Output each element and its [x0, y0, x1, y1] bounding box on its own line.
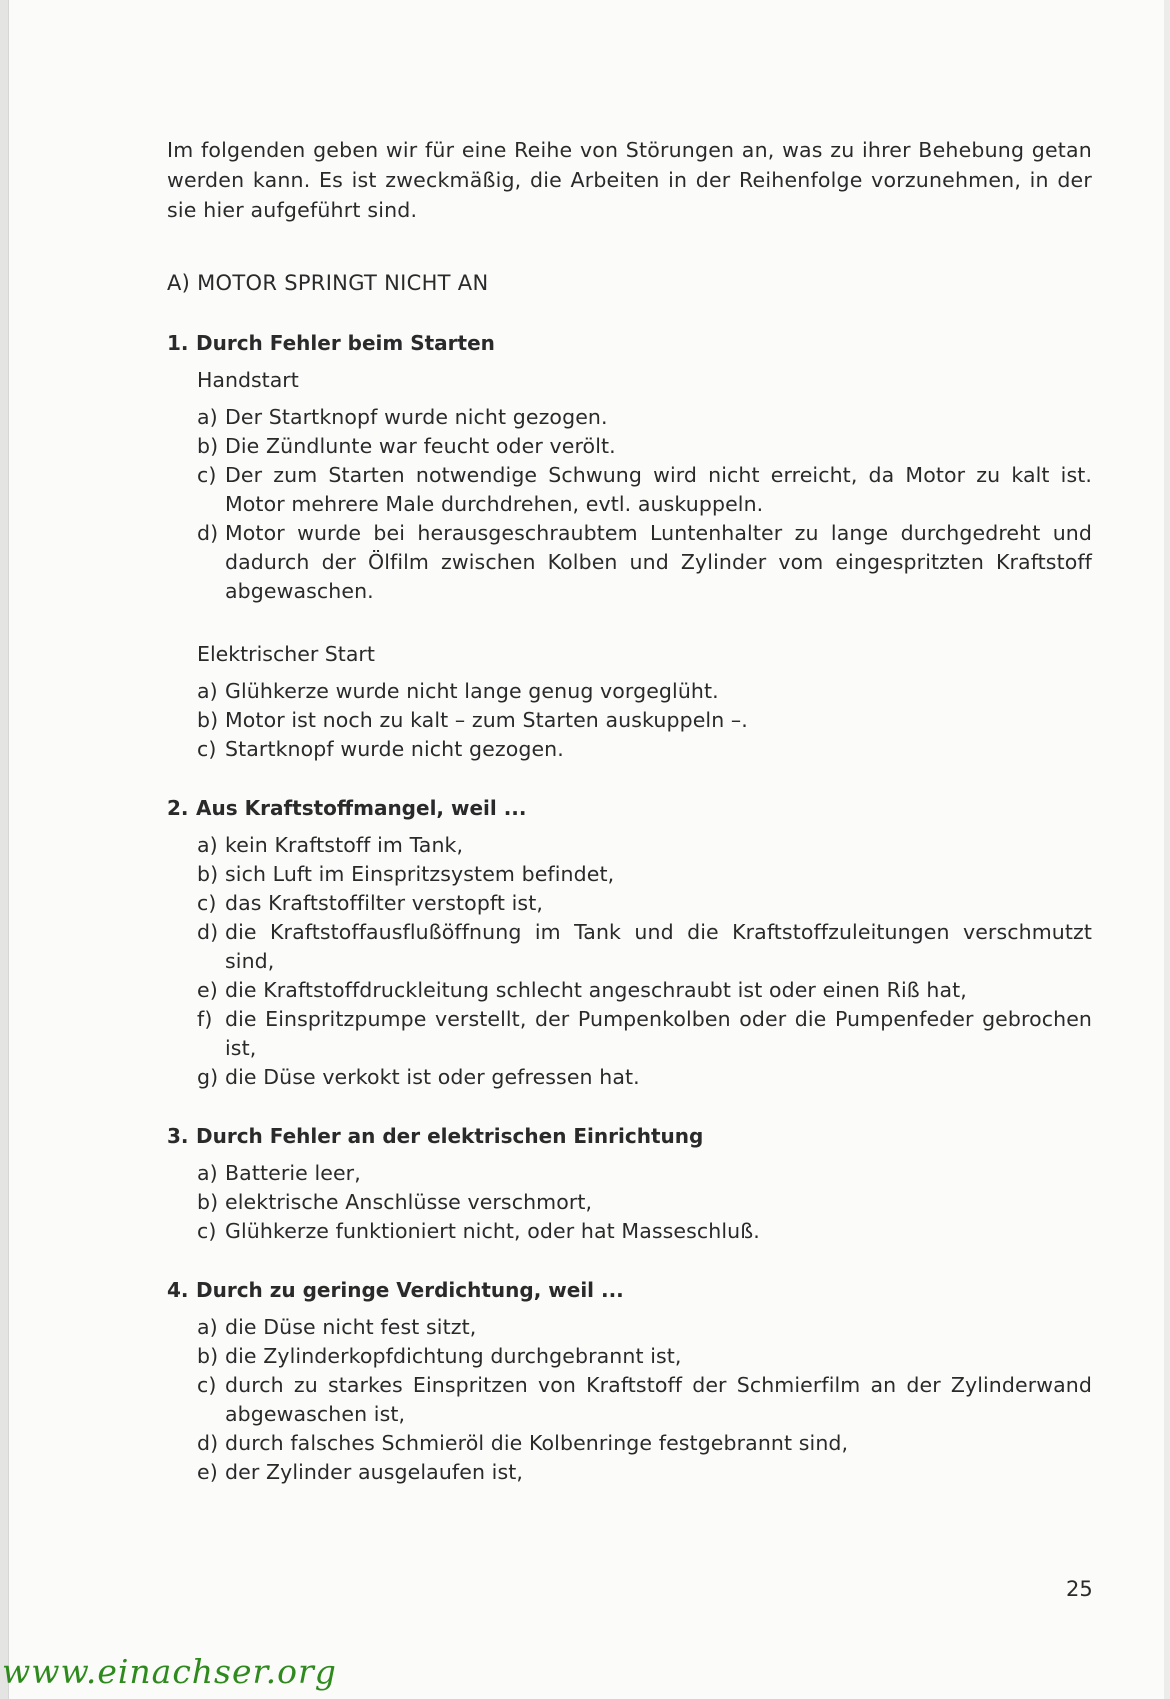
list-item: a) kein Kraftstoff im Tank,	[197, 833, 464, 857]
heading-3	[167, 1124, 1092, 1148]
heading-1-number: 1.	[167, 331, 189, 355]
list-handstart	[167, 403, 1092, 606]
list-item: a) Der Startknopf wurde nicht gezogen.	[197, 405, 608, 429]
list-item: c) durch zu starkes Einspritzen von Kraftstoff der Schmierfilm an der Zylinderwand abgewaschen ist,	[197, 1373, 1092, 1426]
list-item: b) sich Luft im Einspritzsystem befindet,	[197, 862, 615, 886]
website-watermark: www.einachser.org	[2, 1652, 337, 1691]
list-item: g) die Düse verkokt ist oder gefressen hat.	[197, 1065, 640, 1089]
list-item: b) die Zylinderkopfdichtung durchgebrannt ist,	[197, 1344, 682, 1368]
list-item: e) die Kraftstoffdruckleitung schlecht angeschraubt ist oder einen Riß hat,	[197, 978, 967, 1002]
list-elektrischer-start	[167, 677, 1092, 764]
heading-2	[167, 796, 1092, 820]
list-item: b) Motor ist noch zu kalt – zum Starten auskuppeln –.	[197, 708, 748, 732]
list-item: b) Die Zündlunte war feucht oder verölt.	[197, 434, 616, 458]
intro-paragraph: Im folgenden geben wir für eine Reihe von Störungen an, was zu ihrer Behebung getan werden kann. Es ist zweckmäßig, die Arbeiten in der Reihenfolge vorzunehmen, in der sie hier aufgeführt sind.	[167, 138, 1092, 222]
heading-1-title: Durch Fehler beim Starten	[196, 331, 495, 355]
list-item: d) durch falsches Schmieröl die Kolbenringe festgebrannt sind,	[197, 1431, 849, 1455]
subheading-handstart: Handstart	[197, 368, 299, 392]
page-left-edge	[0, 0, 9, 1699]
list-item: f) die Einspritzpumpe verstellt, der Pumpenkolben oder die Pumpenfeder gebrochen ist,	[197, 1007, 1092, 1060]
list-elektrische-einrichtung	[167, 1159, 1092, 1246]
list-item: e) der Zylinder ausgelaufen ist,	[197, 1460, 523, 1484]
list-item: c) Der zum Starten notwendige Schwung wird nicht erreicht, da Motor zu kalt ist. Motor mehrere Male durchdrehen, evtl. auskuppeln.	[197, 463, 1092, 516]
page-right-edge	[1164, 0, 1170, 1699]
list-item: d) Motor wurde bei herausgeschraubtem Luntenhalter zu lange durchgedreht und dadurch der Ölfilm zwischen Kolben und Zylinder vom eingespritzten Kraftstoff abgewaschen.	[197, 521, 1092, 603]
list-item: c) Startknopf wurde nicht gezogen.	[197, 737, 564, 761]
list-item: a) Glühkerze wurde nicht lange genug vorgeglüht.	[197, 679, 719, 703]
list-item: a) Batterie leer,	[197, 1161, 361, 1185]
list-item: d) die Kraftstoffausflußöffnung im Tank und die Kraftstoffzuleitungen verschmutzt sind,	[197, 920, 1092, 973]
section-title: A) MOTOR SPRINGT NICHT AN	[167, 271, 489, 295]
list-item: a) die Düse nicht fest sitzt,	[197, 1315, 477, 1339]
list-verdichtung	[167, 1313, 1092, 1487]
heading-3-title: Durch Fehler an der elektrischen Einrichtung	[196, 1124, 704, 1148]
heading-1	[167, 331, 1092, 355]
list-kraftstoffmangel	[167, 831, 1092, 1092]
heading-2-title: Aus Kraftstoffmangel, weil ...	[196, 796, 527, 820]
heading-2-number: 2.	[167, 796, 189, 820]
list-item: c) Glühkerze funktioniert nicht, oder hat Masseschluß.	[197, 1219, 760, 1243]
page-content	[167, 135, 1092, 1487]
list-item: b) elektrische Anschlüsse verschmort,	[197, 1190, 593, 1214]
heading-4	[167, 1278, 1092, 1302]
heading-4-number: 4.	[167, 1278, 189, 1302]
subheading-elektrischer-start: Elektrischer Start	[197, 642, 375, 666]
heading-3-number: 3.	[167, 1124, 189, 1148]
heading-4-title: Durch zu geringe Verdichtung, weil ...	[196, 1278, 624, 1302]
page-number: 25	[1066, 1577, 1093, 1601]
list-item: c) das Kraftstoffilter verstopft ist,	[197, 891, 543, 915]
